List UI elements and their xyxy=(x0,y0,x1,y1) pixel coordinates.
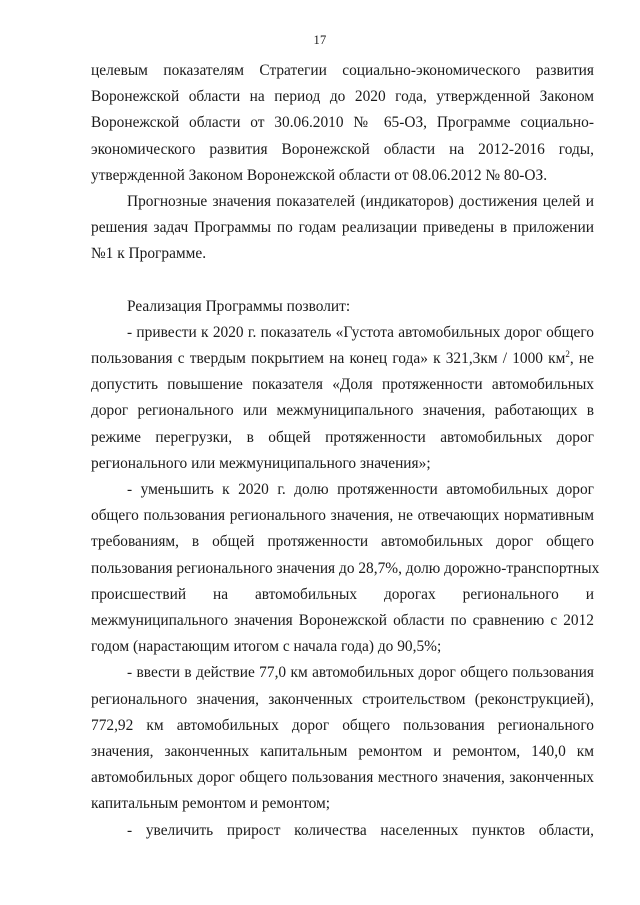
paragraph-forecast xyxy=(91,189,594,268)
text-line: автомобильных дорог общего пользования местного значения, законченных xyxy=(91,769,594,787)
paragraph-targets xyxy=(91,58,594,189)
text-line: режиме перегрузки, в общей протяженности автомобильных дорог xyxy=(91,428,594,446)
text-line: регионального значения, законченных строительством (реконструкцией), xyxy=(91,690,594,708)
spacer xyxy=(91,268,594,294)
text-line: регионального или межмуниципального значения»; xyxy=(91,454,431,472)
text-line: целевым показателям Стратегии социально-экономического развития xyxy=(91,62,594,79)
text-line: общего пользования регионального значения, не отвечающих нормативным xyxy=(91,507,594,525)
list-item xyxy=(91,477,600,660)
text-line: - привести к 2020 г. показатель «Густота автомобильных дорог общего xyxy=(127,323,594,341)
text-line: дорог регионального или межмуниципального значения, работающих в xyxy=(91,402,594,420)
text-line: годом (нарастающим итогом с начала года) до 90,5%; xyxy=(91,638,442,656)
text-line: - уменьшить к 2020 г. долю протяженности автомобильных дорог xyxy=(127,481,594,499)
text-line xyxy=(91,346,594,372)
text-line: - ввести в действие 77,0 км автомобильных дорог общего пользования xyxy=(127,664,594,682)
text-line: экономического развития Воронежской области на 2012-2016 годы, xyxy=(91,140,594,158)
text-line: Реализация Программы позволит: xyxy=(127,297,351,315)
page-number: 17 xyxy=(313,33,327,47)
text-line: 772,92 км автомобильных дорог общего пользования регионального xyxy=(91,716,594,734)
list-item xyxy=(91,660,594,817)
text-line: №1 к Программе. xyxy=(91,245,207,263)
paragraph-intro xyxy=(91,294,594,320)
text-line: допустить повышение показателя «Доля протяженности автомобильных xyxy=(91,376,594,394)
document-body xyxy=(91,58,600,844)
text-line: Воронежской области от 30.06.2010 № 65-ОЗ, Программе социально- xyxy=(91,114,594,132)
text-line: утвержденной Законом Воронежской области от 08.06.2012 № 80-ОЗ. xyxy=(91,166,548,184)
text-line: происшествий на автомобильных дорогах регионального и xyxy=(91,585,594,603)
text-fragment: , не xyxy=(569,350,595,368)
text-line: требованиям, в общей протяженности автомобильных дорог общего xyxy=(91,533,594,551)
text-line: Прогнозные значения показателей (индикаторов) достижения целей и xyxy=(127,193,594,211)
list-item xyxy=(91,320,594,477)
text-line: - увеличить прирост количества населенных пунктов области, xyxy=(127,821,594,839)
text-fragment: пользования с твердым покрытием на конец года» к 321,3км / 1000 км xyxy=(91,350,566,368)
text-line: Воронежской области на период до 2020 года, утвержденной Законом xyxy=(91,88,594,106)
text-line: капитальным ремонтом и ремонтом; xyxy=(91,795,331,813)
list-item xyxy=(91,818,594,844)
text-line: межмуниципального значения Воронежской области по сравнению с 2012 xyxy=(91,612,594,630)
text-line: пользования регионального значения до 28,7%, долю дорожно-транспортных xyxy=(91,559,600,577)
text-line: значения, законченных капитальным ремонтом и ремонтом, 140,0 км xyxy=(91,743,594,761)
text-line: решения задач Программы по годам реализации приведены в приложении xyxy=(91,219,594,237)
superscript: 2 xyxy=(565,349,570,360)
